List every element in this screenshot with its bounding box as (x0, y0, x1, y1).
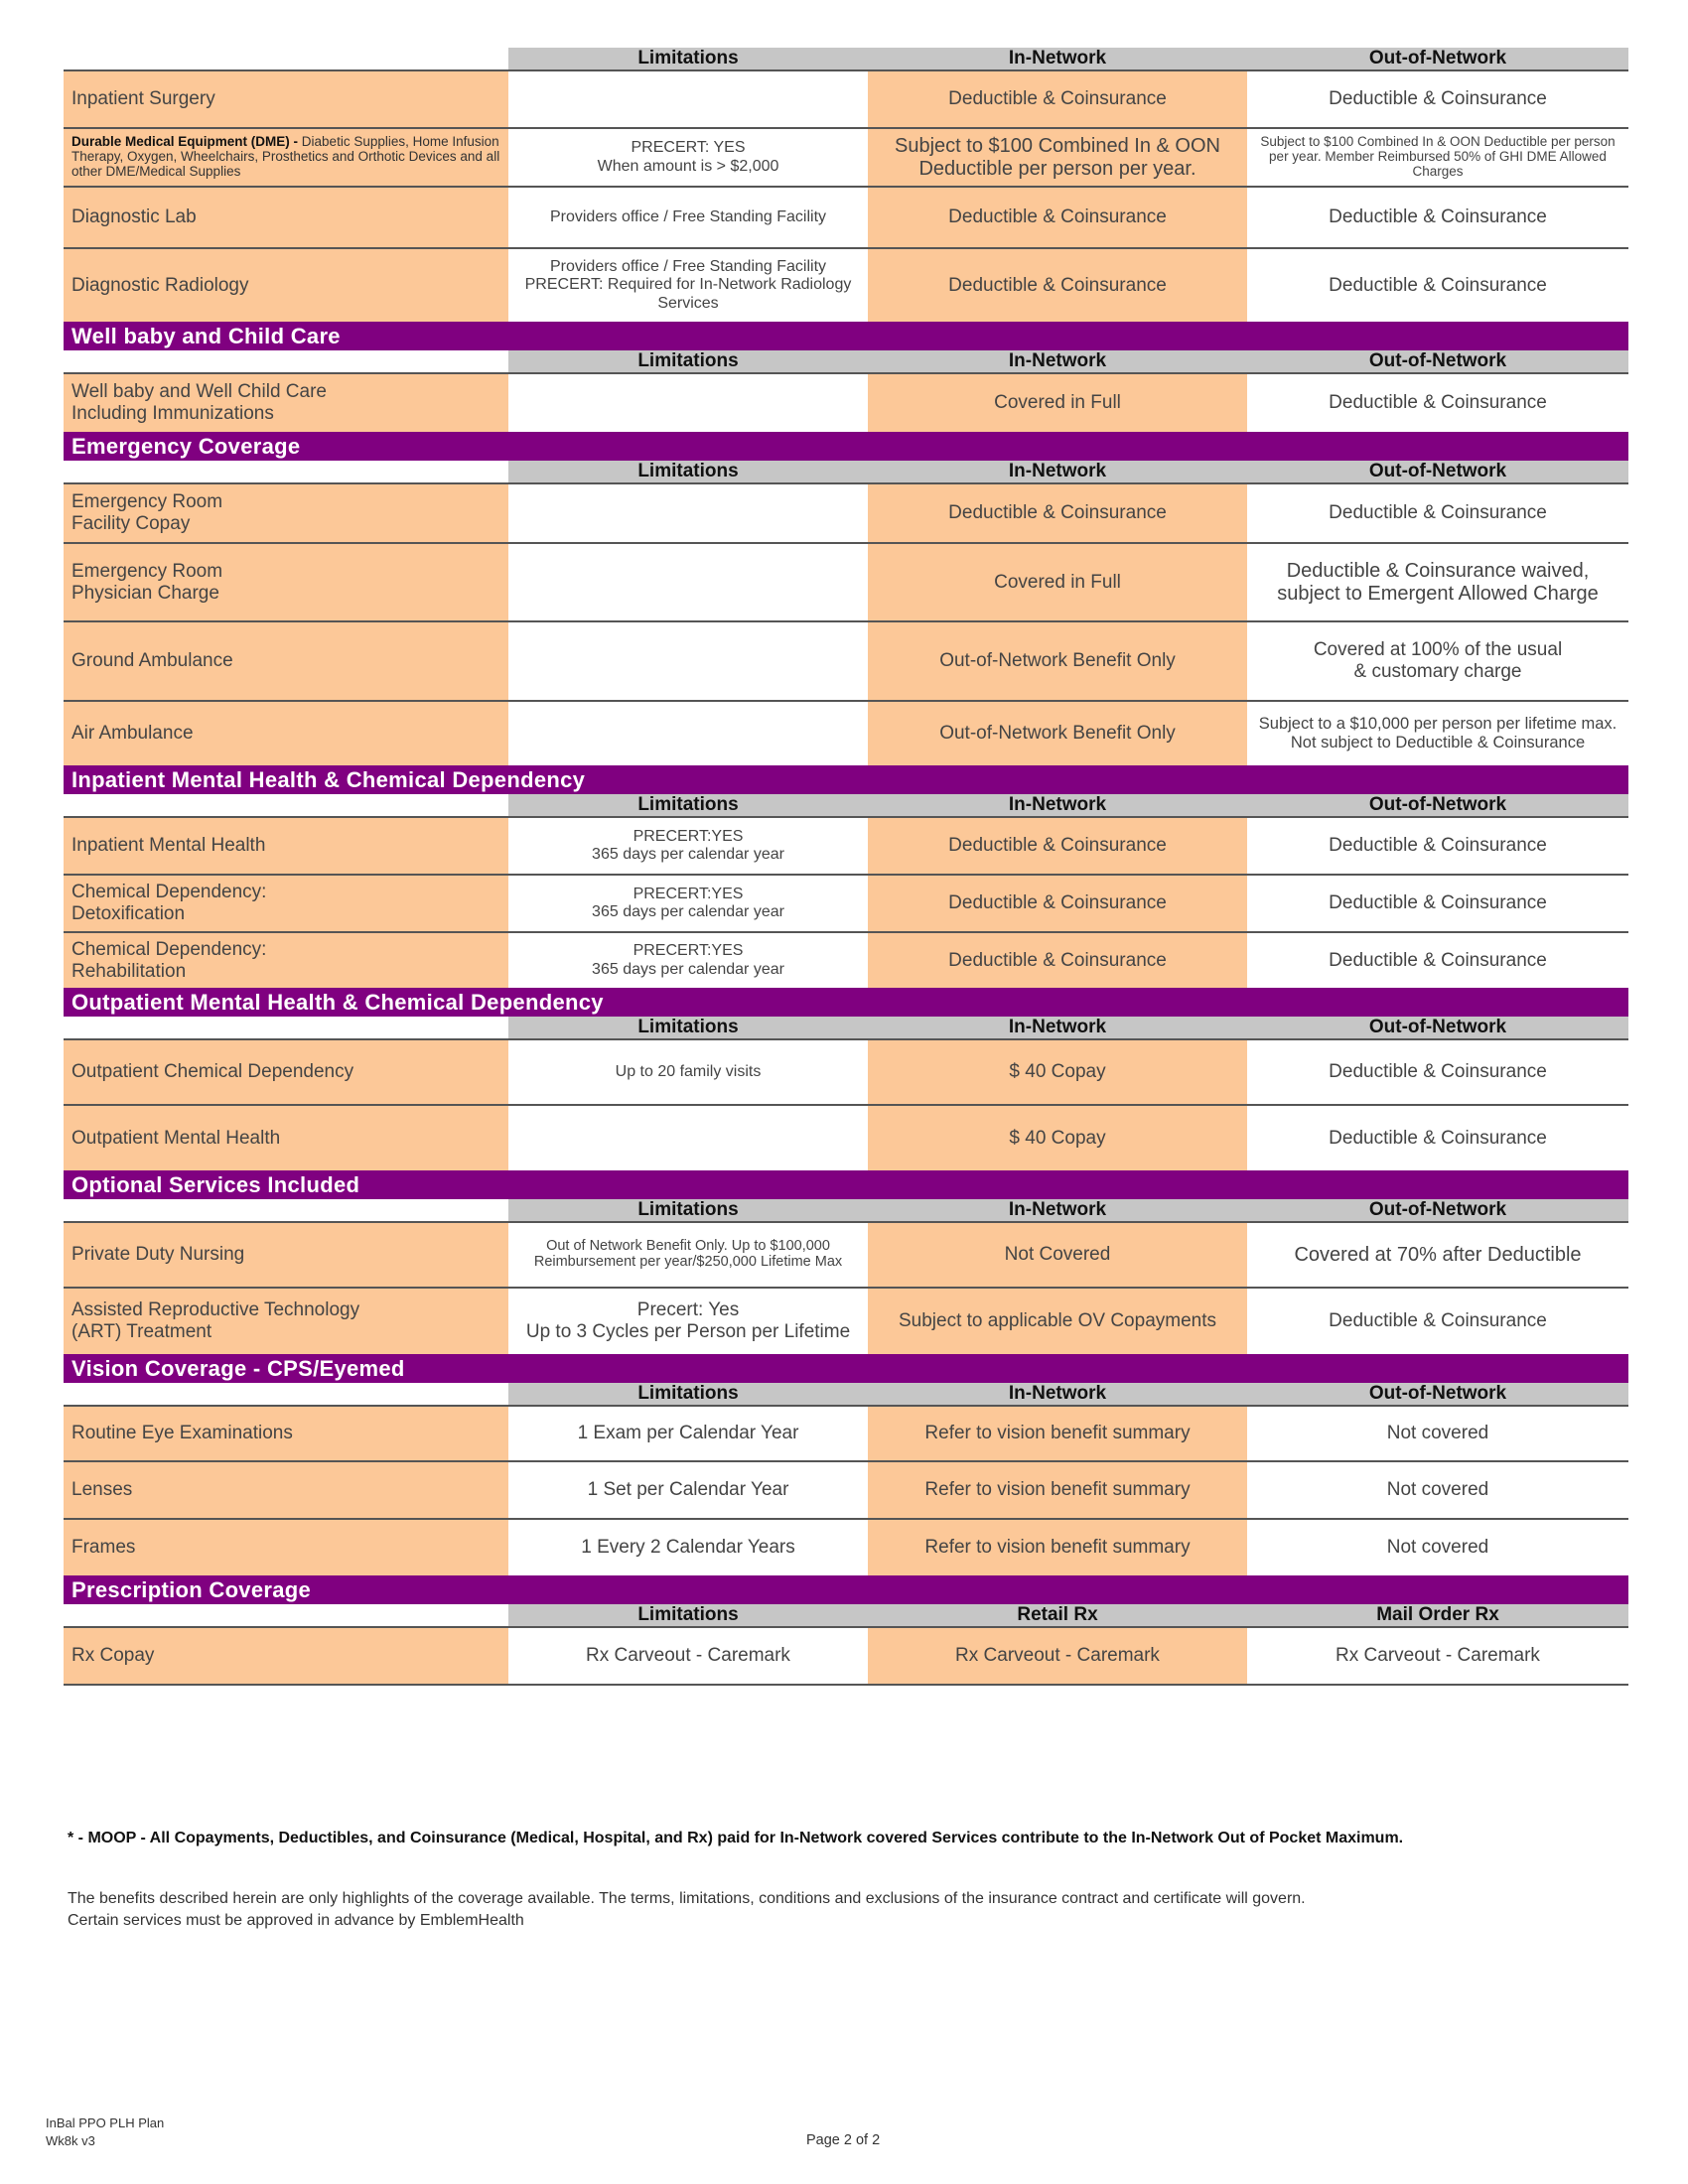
header-limitations: Limitations (508, 48, 868, 69)
service-label: Inpatient Surgery (64, 71, 508, 127)
limitations-cell: Providers office / Free Standing Facility PRECERT: Required for In-Network Radiology Services (508, 249, 868, 322)
table-row (64, 622, 1628, 702)
column-header (64, 461, 1628, 484)
in-network-cell: Out-of-Network Benefit Only (868, 702, 1247, 765)
limitations-cell: Precert: Yes Up to 3 Cycles per Person per Lifetime (508, 1289, 868, 1354)
header-limitations: Limitations (508, 461, 868, 482)
limitations-cell: Rx Carveout - Caremark (508, 1628, 868, 1684)
out-network-cell: Subject to a $10,000 per person per lifetime max. Not subject to Deductible & Coinsurance (1247, 702, 1628, 765)
column-header (64, 350, 1628, 374)
in-network-cell: Deductible & Coinsurance (868, 71, 1247, 127)
section-title: Inpatient Mental Health & Chemical Dependency (64, 765, 1628, 794)
header-out-network: Out-of-Network (1247, 461, 1628, 482)
header-in-network: In-Network (868, 48, 1247, 69)
table-row (64, 544, 1628, 622)
table-row (64, 1040, 1628, 1106)
header-retail-rx: Retail Rx (868, 1604, 1247, 1626)
table-row (64, 702, 1628, 765)
limitations-cell (508, 544, 868, 620)
service-label: Lenses (64, 1462, 508, 1518)
table-row (64, 933, 1628, 988)
in-network-cell: Covered in Full (868, 374, 1247, 432)
limitations-cell: PRECERT:YES 365 days per calendar year (508, 818, 868, 874)
page-number: Page 2 of 2 (806, 2132, 881, 2148)
table-row (64, 1407, 1628, 1462)
in-network-cell: Not Covered (868, 1223, 1247, 1287)
out-network-cell: Covered at 70% after Deductible (1247, 1223, 1628, 1287)
moop-footnote: * - MOOP - All Copayments, Deductibles, and Coinsurance (Medical, Hospital, and Rx) paid for In-Network covered Services contribute to the In-Network Out of Pocket Maximum. (68, 1830, 1404, 1846)
header-limitations: Limitations (508, 350, 868, 372)
in-network-cell: $ 40 Copay (868, 1106, 1247, 1170)
in-network-cell: Deductible & Coinsurance (868, 876, 1247, 931)
service-label: Inpatient Mental Health (64, 818, 508, 874)
header-out-network: Out-of-Network (1247, 1017, 1628, 1038)
service-label: Frames (64, 1520, 508, 1575)
in-network-cell: Subject to applicable OV Copayments (868, 1289, 1247, 1354)
section-title: Outpatient Mental Health & Chemical Dependency (64, 988, 1628, 1017)
limitations-cell: Up to 20 family visits (508, 1040, 868, 1104)
service-label: Air Ambulance (64, 702, 508, 765)
out-network-cell: Deductible & Coinsurance (1247, 484, 1628, 542)
disclaimer-text: The benefits described herein are only highlights of the coverage available. The terms, limitations, conditions and exclusions of the insurance contract and certificate will govern. Certain services must be approved in advance by EmblemHealth (68, 1890, 1306, 1929)
header-out-network: Out-of-Network (1247, 350, 1628, 372)
in-network-cell: Deductible & Coinsurance (868, 188, 1247, 247)
service-label: Outpatient Chemical Dependency (64, 1040, 508, 1104)
service-label: Ground Ambulance (64, 622, 508, 700)
table-row (64, 1223, 1628, 1289)
table-row (64, 1106, 1628, 1170)
service-label: Private Duty Nursing (64, 1223, 508, 1287)
limitations-cell (508, 484, 868, 542)
out-network-cell: Deductible & Coinsurance (1247, 876, 1628, 931)
header-in-network: In-Network (868, 1383, 1247, 1405)
service-label: Assisted Reproductive Technology (ART) Treatment (64, 1289, 508, 1354)
in-network-cell: Refer to vision benefit summary (868, 1462, 1247, 1518)
in-network-cell: Deductible & Coinsurance (868, 484, 1247, 542)
column-header (64, 1604, 1628, 1628)
out-network-cell: Not covered (1247, 1407, 1628, 1460)
section-title: Prescription Coverage (64, 1575, 1628, 1604)
limitations-cell: 1 Set per Calendar Year (508, 1462, 868, 1518)
limitations-cell (508, 1106, 868, 1170)
out-network-cell: Deductible & Coinsurance (1247, 71, 1628, 127)
column-header (64, 1383, 1628, 1407)
header-out-network: Out-of-Network (1247, 48, 1628, 69)
limitations-cell: Out of Network Benefit Only. Up to $100,000 Reimbursement per year/$250,000 Lifetime Max (508, 1223, 868, 1287)
out-network-cell: Covered at 100% of the usual & customary charge (1247, 622, 1628, 700)
header-in-network: In-Network (868, 1017, 1247, 1038)
in-network-cell: Deductible & Coinsurance (868, 249, 1247, 322)
limitations-cell (508, 702, 868, 765)
header-limitations: Limitations (508, 1199, 868, 1221)
retail-rx-cell: Rx Carveout - Caremark (868, 1628, 1247, 1684)
limitations-cell: PRECERT: YES When amount is > $2,000 (508, 129, 868, 186)
benefits-table (64, 48, 1628, 1686)
header-out-network: Out-of-Network (1247, 794, 1628, 816)
in-network-cell: Deductible & Coinsurance (868, 818, 1247, 874)
table-row (64, 876, 1628, 933)
out-network-cell: Deductible & Coinsurance (1247, 374, 1628, 432)
limitations-cell (508, 71, 868, 127)
service-label-detail: Diabetic Supplies, Home Infusion Therapy, Oxygen, Wheelchairs, Prosthetics and Orthotic Devices and all other DME/Medical Supplies (71, 134, 500, 179)
in-network-cell: Covered in Full (868, 544, 1247, 620)
header-limitations: Limitations (508, 794, 868, 816)
section-title: Well baby and Child Care (64, 322, 1628, 350)
service-label (64, 129, 508, 186)
limitations-cell (508, 374, 868, 432)
service-label: Chemical Dependency: Rehabilitation (64, 933, 508, 988)
out-network-cell: Deductible & Coinsurance (1247, 188, 1628, 247)
out-network-cell: Deductible & Coinsurance (1247, 818, 1628, 874)
out-network-cell: Deductible & Coinsurance (1247, 1106, 1628, 1170)
header-limitations: Limitations (508, 1017, 868, 1038)
section-title: Vision Coverage - CPS/Eyemed (64, 1354, 1628, 1383)
header-out-network: Out-of-Network (1247, 1383, 1628, 1405)
header-limitations: Limitations (508, 1383, 868, 1405)
column-header (64, 1017, 1628, 1040)
column-header (64, 794, 1628, 818)
header-in-network: In-Network (868, 461, 1247, 482)
mail-order-rx-cell: Rx Carveout - Caremark (1247, 1628, 1628, 1684)
limitations-cell (508, 622, 868, 700)
out-network-cell: Deductible & Coinsurance (1247, 933, 1628, 988)
in-network-cell: Out-of-Network Benefit Only (868, 622, 1247, 700)
service-label: Emergency Room Facility Copay (64, 484, 508, 542)
out-network-cell: Deductible & Coinsurance waived, subject to Emergent Allowed Charge (1247, 544, 1628, 620)
table-row (64, 818, 1628, 876)
out-network-cell: Deductible & Coinsurance (1247, 249, 1628, 322)
header-mail-order-rx: Mail Order Rx (1247, 1604, 1628, 1626)
header-in-network: In-Network (868, 1199, 1247, 1221)
in-network-cell: Deductible & Coinsurance (868, 933, 1247, 988)
service-label: Diagnostic Lab (64, 188, 508, 247)
out-network-cell: Not covered (1247, 1462, 1628, 1518)
table-row (64, 484, 1628, 544)
section-title: Emergency Coverage (64, 432, 1628, 461)
out-network-cell: Deductible & Coinsurance (1247, 1040, 1628, 1104)
column-header (64, 1199, 1628, 1223)
out-network-cell: Not covered (1247, 1520, 1628, 1575)
table-row (64, 374, 1628, 432)
service-label-bold: Durable Medical Equipment (DME) - (71, 134, 299, 150)
limitations-cell: Providers office / Free Standing Facility (508, 188, 868, 247)
table-row (64, 1289, 1628, 1354)
service-label: Emergency Room Physician Charge (64, 544, 508, 620)
table-row (64, 1520, 1628, 1575)
limitations-cell: PRECERT:YES 365 days per calendar year (508, 933, 868, 988)
table-row (64, 71, 1628, 129)
service-label: Well baby and Well Child Care Including Immunizations (64, 374, 508, 432)
table-row (64, 129, 1628, 188)
in-network-cell: Refer to vision benefit summary (868, 1407, 1247, 1460)
out-network-cell: Deductible & Coinsurance (1247, 1289, 1628, 1354)
service-label: Outpatient Mental Health (64, 1106, 508, 1170)
service-label: Routine Eye Examinations (64, 1407, 508, 1460)
service-label: Diagnostic Radiology (64, 249, 508, 322)
table-row (64, 1628, 1628, 1686)
table-row (64, 1462, 1628, 1520)
service-label: Chemical Dependency: Detoxification (64, 876, 508, 931)
table-row (64, 188, 1628, 249)
service-label: Rx Copay (64, 1628, 508, 1684)
in-network-cell: Subject to $100 Combined In & OON Deductible per person per year. (868, 129, 1247, 186)
header-out-network: Out-of-Network (1247, 1199, 1628, 1221)
table-row (64, 249, 1628, 322)
plan-name-footer: InBal PPO PLH Plan Wk8k v3 (46, 2116, 165, 2148)
section-title: Optional Services Included (64, 1170, 1628, 1199)
limitations-cell: 1 Exam per Calendar Year (508, 1407, 868, 1460)
in-network-cell: $ 40 Copay (868, 1040, 1247, 1104)
header-in-network: In-Network (868, 350, 1247, 372)
header-in-network: In-Network (868, 794, 1247, 816)
out-network-cell: Subject to $100 Combined In & OON Deductible per person per year. Member Reimbursed 50% of GHI DME Allowed Charges (1247, 129, 1628, 186)
in-network-cell: Refer to vision benefit summary (868, 1520, 1247, 1575)
header-limitations: Limitations (508, 1604, 868, 1626)
column-header (64, 48, 1628, 71)
limitations-cell: PRECERT:YES 365 days per calendar year (508, 876, 868, 931)
limitations-cell: 1 Every 2 Calendar Years (508, 1520, 868, 1575)
